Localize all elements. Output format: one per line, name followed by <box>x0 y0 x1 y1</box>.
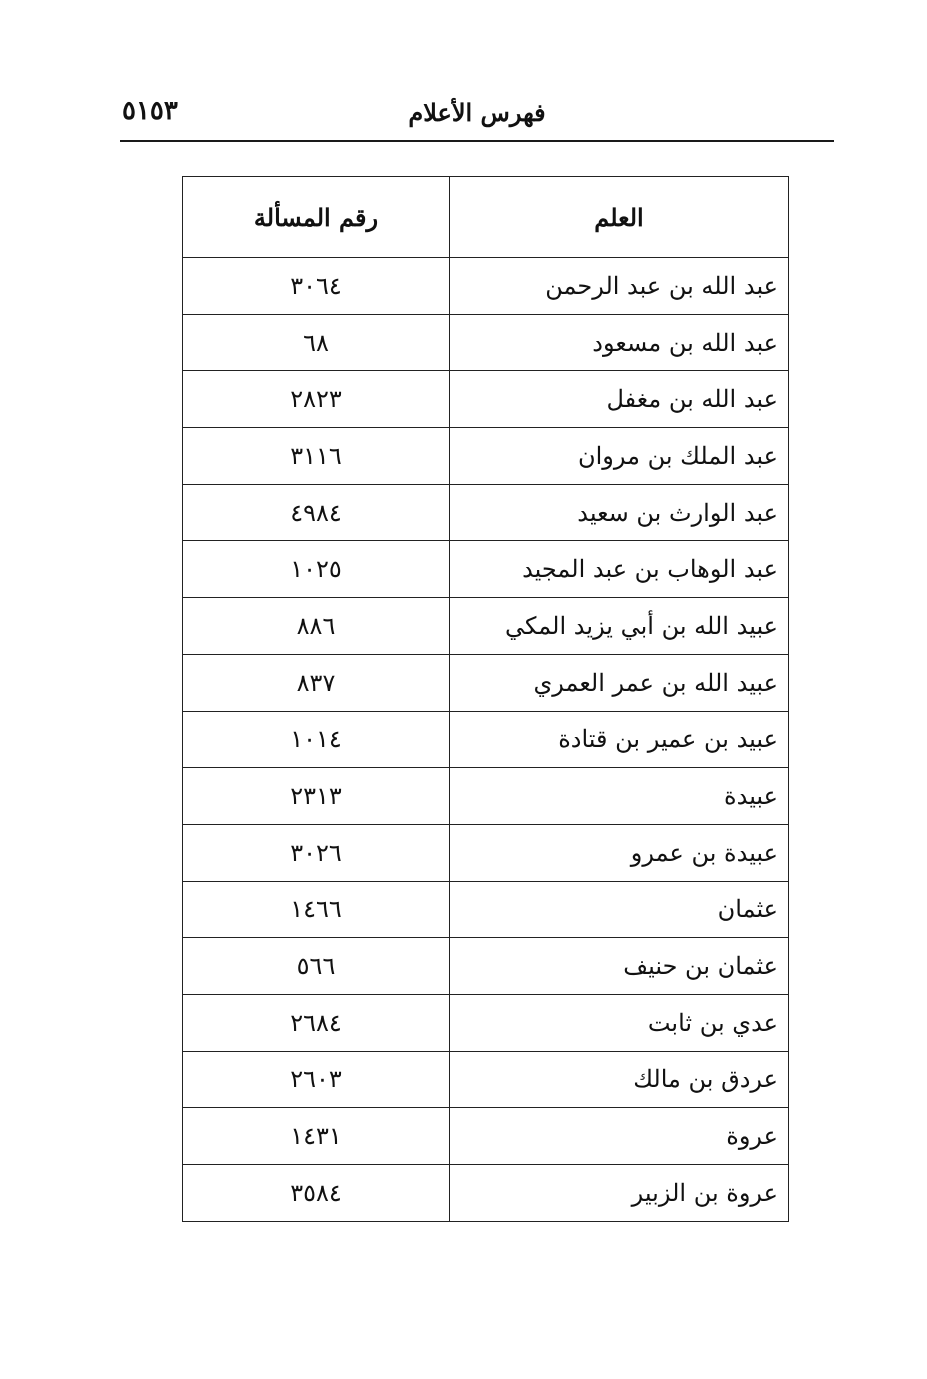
cell-name: عثمان بن حنيف <box>450 938 789 995</box>
page-number: ٥١٥٣ <box>122 96 178 126</box>
table-row <box>183 598 789 655</box>
cell-name: عبيد بن عمير بن قتادة <box>450 711 789 768</box>
cell-name: عبيد الله بن عمر العمري <box>450 654 789 711</box>
cell-issue-number: ٦٨ <box>183 314 450 371</box>
cell-name: عبيدة <box>450 768 789 825</box>
cell-issue-number: ٨٨٦ <box>183 598 450 655</box>
cell-name: عدي بن ثابت <box>450 994 789 1051</box>
cell-name: عبد الله بن مسعود <box>450 314 789 371</box>
table-row <box>183 711 789 768</box>
table-row <box>183 1108 789 1165</box>
cell-name: عبد الملك بن مروان <box>450 428 789 485</box>
cell-name: عروة بن الزبير <box>450 1165 789 1222</box>
cell-name: عبد الوارث بن سعيد <box>450 484 789 541</box>
cell-issue-number: ٢٣١٣ <box>183 768 450 825</box>
page-title: فهرس الأعلام <box>408 98 546 127</box>
cell-name: عبد الله بن مغفل <box>450 371 789 428</box>
table-row <box>183 654 789 711</box>
cell-issue-number: ٣٠٢٦ <box>183 824 450 881</box>
cell-issue-number: ٤٩٨٤ <box>183 484 450 541</box>
cell-issue-number: ٣٥٨٤ <box>183 1165 450 1222</box>
table-row <box>183 768 789 825</box>
index-table <box>182 176 789 1222</box>
cell-issue-number: ٨٣٧ <box>183 654 450 711</box>
cell-name: عردق بن مالك <box>450 1051 789 1108</box>
table-row <box>183 371 789 428</box>
cell-issue-number: ١٠٢٥ <box>183 541 450 598</box>
column-header-issue-number: رقم المسألة <box>183 177 450 258</box>
table-row <box>183 938 789 995</box>
table-row <box>183 541 789 598</box>
cell-issue-number: ٢٦٨٤ <box>183 994 450 1051</box>
cell-issue-number: ٢٨٢٣ <box>183 371 450 428</box>
cell-name: عبد الوهاب بن عبد المجيد <box>450 541 789 598</box>
table-header-row <box>183 177 789 258</box>
table-row <box>183 258 789 315</box>
page-header <box>120 88 834 142</box>
cell-issue-number: ١٤٣١ <box>183 1108 450 1165</box>
cell-issue-number: ٣١١٦ <box>183 428 450 485</box>
cell-name: عثمان <box>450 881 789 938</box>
cell-name: عبيد الله بن أبي يزيد المكي <box>450 598 789 655</box>
table-row <box>183 428 789 485</box>
cell-issue-number: ١٠١٤ <box>183 711 450 768</box>
table-row <box>183 1165 789 1222</box>
table-row <box>183 1051 789 1108</box>
column-header-name: العلم <box>450 177 789 258</box>
cell-issue-number: ١٤٦٦ <box>183 881 450 938</box>
table-row <box>183 881 789 938</box>
cell-issue-number: ٢٦٠٣ <box>183 1051 450 1108</box>
cell-name: عبد الله بن عبد الرحمن <box>450 258 789 315</box>
table-row <box>183 994 789 1051</box>
table-row <box>183 484 789 541</box>
cell-name: عبيدة بن عمرو <box>450 824 789 881</box>
table-row <box>183 824 789 881</box>
cell-issue-number: ٣٠٦٤ <box>183 258 450 315</box>
table-row <box>183 314 789 371</box>
cell-issue-number: ٥٦٦ <box>183 938 450 995</box>
cell-name: عروة <box>450 1108 789 1165</box>
